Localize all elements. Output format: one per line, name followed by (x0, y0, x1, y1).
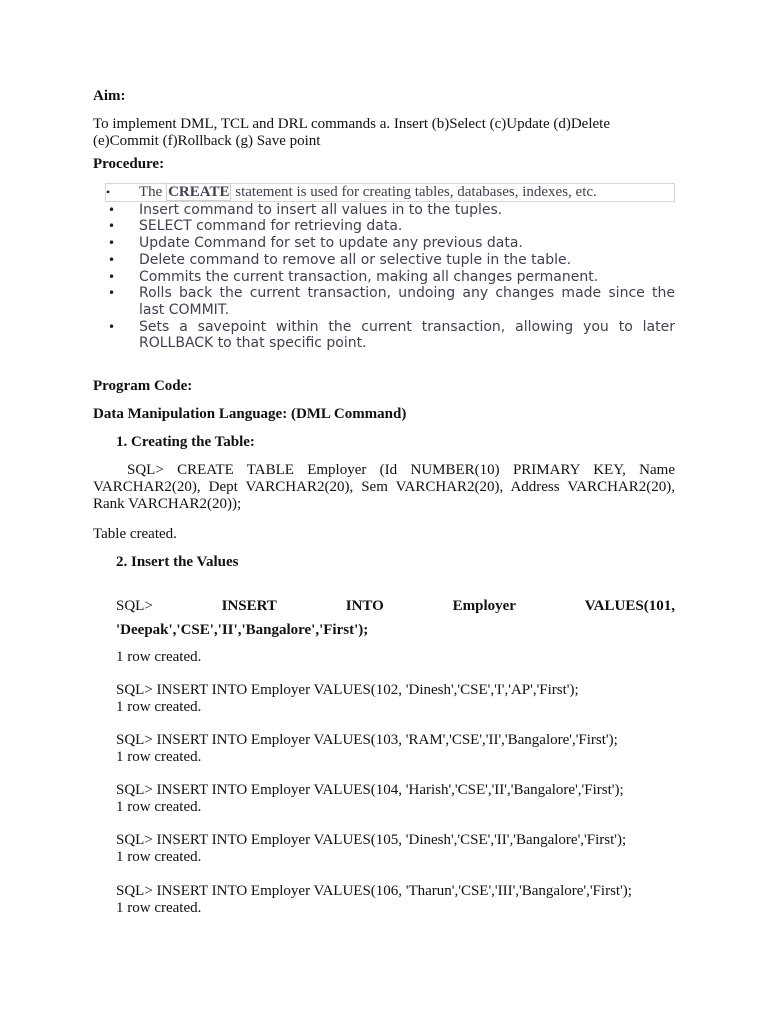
list-item (108, 319, 675, 352)
insert-statement-101 (116, 598, 675, 639)
program-code-heading: Program Code: (93, 378, 193, 394)
bullet-icon: • (108, 286, 116, 301)
bullet-icon: • (108, 202, 116, 217)
list-item-text: Rolls back the current transaction, undoing any changes made since the last COMMIT. (139, 285, 675, 318)
insert-result: 1 row created. (116, 799, 202, 815)
list-item (108, 202, 675, 219)
sql-line: SQL> INSERT INTO Employer VALUES(105, 'Dinesh','CSE','II','Bangalore','First'); (116, 832, 627, 848)
list-item (108, 235, 675, 252)
list-item-text: Commits the current transaction, making all changes permanent. (139, 268, 599, 285)
create-table-sql: SQL> CREATE TABLE Employer (Id NUMBER(10) PRIMARY KEY, Name VARCHAR2(20), Dept VARCHAR2(20), Sem VARCHAR2(20), Address VARCHAR2(20), Rank VARCHAR2(20)); (93, 462, 675, 512)
insert-result: 1 row created. (116, 849, 202, 865)
bullet-icon: • (108, 319, 116, 334)
insert-statement-103 (116, 732, 675, 766)
create-keyword: CREATE (168, 184, 230, 200)
list-item-text: SELECT command for retrieving data. (139, 218, 403, 235)
list-item (105, 183, 675, 202)
bullet-icon: • (108, 252, 116, 267)
procedure-heading: Procedure: (93, 156, 165, 172)
insert-result: 1 row created. (116, 900, 202, 916)
sql-line: SQL> INSERT INTO Employer VALUES(104, 'Harish','CSE','II','Bangalore','First'); (116, 782, 624, 798)
table-created-result: Table created. (93, 526, 177, 542)
sql-values-continued: 'Deepak','CSE','II','Bangalore','First'); (116, 622, 369, 638)
insert-statement-104 (116, 782, 675, 816)
insert-statement-106 (116, 883, 675, 917)
sql-line: SQL> INSERT INTO Employer VALUES(102, 'Dinesh','CSE','I','AP','First'); (116, 682, 579, 698)
dml-heading: Data Manipulation Language: (DML Command) (93, 406, 407, 422)
bullet-icon: • (108, 269, 116, 284)
sql-keyword: INTO (345, 598, 384, 614)
list-item-text: statement is used for creating tables, databases, indexes, etc. (231, 184, 597, 200)
bullet-icon: • (106, 185, 111, 199)
aim-heading: Aim: (93, 88, 126, 104)
list-item (108, 218, 675, 235)
list-item (108, 252, 675, 269)
list-item-text: Insert command to insert all values in to the tuples. (139, 201, 503, 218)
aim-text: To implement DML, TCL and DRL commands a. Insert (b)Select (c)Update (d)Delete (e)Commit (f)Rollback (g) Save point (93, 116, 610, 149)
step-creating-table: 1. Creating the Table: (116, 434, 255, 450)
insert-result: 1 row created. (116, 699, 202, 715)
list-item-text: Delete command to remove all or selective tuple in the table. (139, 251, 572, 268)
list-item-text: The (139, 184, 167, 200)
list-item (108, 269, 675, 286)
insert-statement-105 (116, 832, 675, 866)
sql-values: VALUES(101, (584, 598, 675, 614)
procedure-list (108, 183, 675, 352)
list-item (108, 285, 675, 318)
list-item-text: Sets a savepoint within the current transaction, allowing you to later ROLLBACK to that specific point. (139, 318, 675, 352)
insert-result: 1 row created. (116, 649, 202, 665)
bullet-icon: • (108, 236, 116, 251)
bullet-icon: • (108, 219, 116, 234)
sql-line: SQL> INSERT INTO Employer VALUES(103, 'RAM','CSE','II','Bangalore','First'); (116, 732, 618, 748)
list-item-text: Update Command for set to update any previous data. (139, 235, 523, 252)
insert-result: 1 row created. (116, 749, 202, 765)
step-insert-values: 2. Insert the Values (116, 554, 239, 570)
sql-line: SQL> INSERT INTO Employer VALUES(106, 'Tharun','CSE','III','Bangalore','First'); (116, 883, 632, 899)
sql-prompt: SQL> (116, 598, 153, 614)
insert-statement-102 (116, 682, 675, 716)
sql-keyword: INSERT (221, 598, 277, 614)
sql-table-name: Employer (452, 598, 516, 614)
